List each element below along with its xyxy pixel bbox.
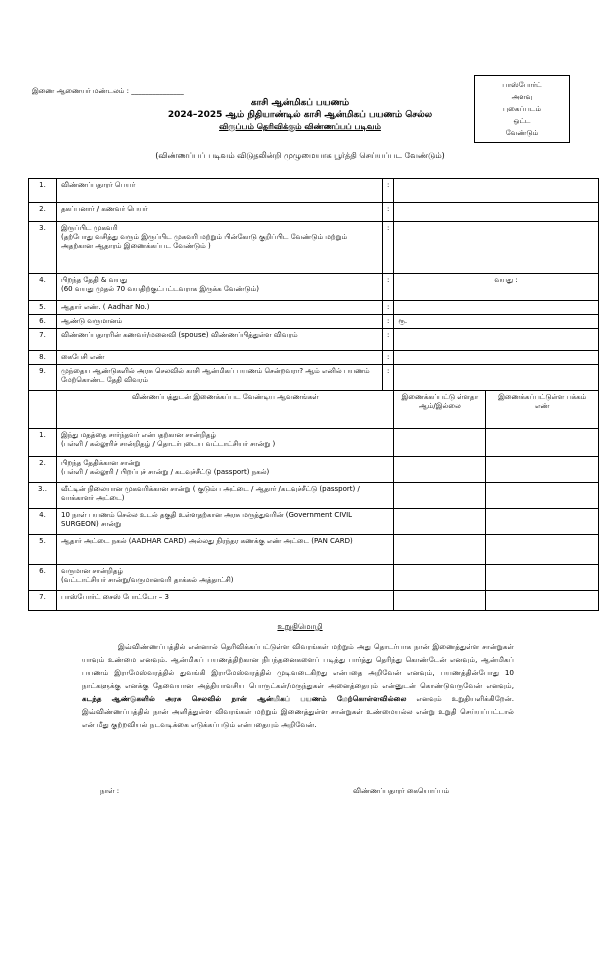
row-colon: :	[383, 365, 394, 391]
application-form-table	[28, 178, 599, 611]
row-colon: :	[383, 179, 394, 203]
row-label: பாஸ்போர்ட் சைஸ் போட்டோ – 3	[57, 591, 394, 611]
photo-box	[474, 75, 570, 143]
row-number: 4.	[29, 509, 57, 535]
row-number: 5.	[29, 301, 57, 315]
declaration-text	[82, 640, 514, 731]
applicant-row	[29, 274, 599, 301]
row-number: 8.	[29, 351, 57, 365]
attached-field[interactable]	[394, 591, 486, 611]
applicant-row	[29, 351, 599, 365]
title-line-2: 2024–2025 ஆம் நிதியாண்டில் காசி ஆன்மிகப் பயணம் செல்ல	[167, 110, 433, 120]
row-label: பிறந்த தேதிக்கான சான்று (பள்ளி / கல்லூரி / பிறப்புச் சான்று / கடவுச்சீட்டு (passport) நகல்)	[57, 457, 394, 483]
row-colon: :	[383, 203, 394, 222]
documents-header-spacer	[29, 391, 57, 429]
attached-field[interactable]	[394, 535, 486, 565]
row-number: 7.	[29, 329, 57, 351]
row-number: 1.	[29, 179, 57, 203]
office-label: இணை ஆணையர் மண்டலம் : _______________	[32, 87, 184, 95]
row-value-field[interactable]	[394, 179, 599, 203]
date-label: நாள் :	[100, 787, 120, 795]
row-number: 2.	[29, 203, 57, 222]
document-row	[29, 429, 599, 457]
applicant-row	[29, 365, 599, 391]
title-line-3: விருப்பம் தெரிவிக்கும் விண்ணப்பப் படிவம்	[219, 122, 381, 131]
document-row	[29, 509, 599, 535]
row-colon: :	[383, 315, 394, 329]
row-label: முந்தைய ஆண்டுகளில் அரசு செலவில் காசி ஆன்மிகப் பயணம் சென்றவரா? ஆம் எனில் பயணம் மேற்கொண்ட தேதி விவரம்	[57, 365, 383, 391]
applicant-row	[29, 315, 599, 329]
page-number-field[interactable]	[486, 565, 599, 591]
documents-header-attached: இணைக்கப்பட்டு ள்ளதா ஆம்/இல்லை	[394, 391, 486, 429]
row-value-field[interactable]: ரூ.	[394, 315, 599, 329]
document-row	[29, 483, 599, 509]
row-label: பிறந்த தேதி & வயது (60 வயது முதல் 70 வயதிற்குட்பட்டவராக இருக்க வேண்டும்)	[57, 274, 383, 301]
row-colon: :	[383, 351, 394, 365]
title-line-1: காசி ஆன்மிகப் பயணம்	[250, 98, 350, 108]
row-number: 1.	[29, 429, 57, 457]
row-value-field[interactable]	[394, 365, 599, 391]
row-number: 5.	[29, 535, 57, 565]
page-number-field[interactable]	[486, 535, 599, 565]
applicant-row	[29, 329, 599, 351]
attached-field[interactable]	[394, 509, 486, 535]
applicant-row	[29, 179, 599, 203]
applicant-row	[29, 203, 599, 222]
attached-field[interactable]	[394, 483, 486, 509]
document-row	[29, 535, 599, 565]
row-label: ஆண்டு வருமானம்	[57, 315, 383, 329]
photo-box-line: அளவு	[511, 93, 533, 101]
row-number: 2.	[29, 457, 57, 483]
row-number: 6.	[29, 315, 57, 329]
attached-field[interactable]	[394, 429, 486, 457]
row-number: 6.	[29, 565, 57, 591]
applicant-row	[29, 222, 599, 274]
row-label: 10 நாள் பயணம் செல்ல உடல் தகுதி உள்ளதற்கான அரசு மருத்துவரின் (Government CIVIL SURGEON) சான்று	[57, 509, 394, 535]
photo-box-line: புகைப்படம்	[503, 105, 541, 113]
row-value-field[interactable]	[394, 203, 599, 222]
page-number-field[interactable]	[486, 483, 599, 509]
row-value-field[interactable]	[394, 329, 599, 351]
applicant-row	[29, 301, 599, 315]
attached-field[interactable]	[394, 457, 486, 483]
documents-header-page: இணைக்கப்பட்டுள்ள பக்கம் எண்	[486, 391, 599, 429]
row-number: 4.	[29, 274, 57, 301]
row-number: 9.	[29, 365, 57, 391]
page-number-field[interactable]	[486, 429, 599, 457]
row-value-field[interactable]	[394, 351, 599, 365]
row-value-field[interactable]: வயது :	[394, 274, 599, 301]
documents-header-label: விண்ணப்பத்துடன் இணைக்கப்பட வேண்டிய ஆவணங்கள்	[57, 391, 394, 429]
row-label: ஆதார் அட்டை நகல் (AADHAR CARD) அல்லது நிரந்தர கணக்கு எண் அட்டை (PAN CARD)	[57, 535, 394, 565]
row-colon: :	[383, 274, 394, 301]
attached-field[interactable]	[394, 565, 486, 591]
row-label: கைபேசி எண்	[57, 351, 383, 365]
signature-label: விண்ணப்பதாரர் கையொப்பம்	[353, 787, 450, 795]
row-value-field[interactable]	[394, 222, 599, 274]
declaration-heading: உறுதிமொழி	[277, 622, 323, 631]
row-label: இருப்பிட முகவரி (தற்போது வசித்து வரும் இருப்பிட முகவரி மற்றும் பின்கோடு குறிப்பிட வேண்டும் மற்றும் அதற்கான ஆதாரம் இணைக்கப்பட வேண்டும் )	[57, 222, 383, 274]
row-label: ஆதார் எண். ( Aadhar No.)	[57, 301, 383, 315]
row-value-field[interactable]	[394, 301, 599, 315]
row-label: இந்து மதத்தை சார்ந்தவர் என்பதற்கான சான்றிதழ் (பள்ளி / கல்லூரிச் சான்றிதழ் / தொடர்புடைய வட்டாட்சியர் சான்று )	[57, 429, 394, 457]
row-colon: :	[383, 301, 394, 315]
declaration-part-2: எனவும் உறுதியளிக்கிறேன். இவ்விண்ணப்பத்தில் நான் அளித்துள்ள விவரங்கள் மற்றும் இணைத்துள்ள சான்றுகள் உண்மையல்ல என்று உறுதி செய்யப்பட்டால் என் மீது குற்றவியல் நடவடிக்கை எடுக்கப்படும் என்பதையும் அறிவேன்.	[82, 694, 515, 729]
declaration-part-1: இவ்விண்ணப்பத்தில் என்னால் தெரிவிக்கப்பட்டுள்ள விவரங்கள் மற்றும் அது தொடர்பாக நான் இணைத்துள்ள சான்றுகள் யாவும் உண்மை எனவும். ஆன்மிகப் பயணத்திற்கான நிபந்தனைகளைப் படித்து பார்த்து தெரிந்து கொண்டேன் எனவும், ஆன்மிகப் பயணம் இராமேஸ்வரத்தில் துவங்கி இராமேஸ்வரத்தில் முடிவடைகிறது என்பதை அறிவேன் எனவும், பயணத்தின்போது 10 நாட்களுக்கு எனக்கு தேவையான அத்தியாவசிய பொருட்கள்/மருந்துகள் அனைத்தையும் என்னுடன் கொண்டுவருவேன் எனவும்,	[82, 642, 514, 690]
document-row	[29, 591, 599, 611]
row-label: விண்ணப்பதாரரின் கணவர்/மனைவி (spouse) விண்ணப்பித்துள்ள விவரம்	[57, 329, 383, 351]
page-number-field[interactable]	[486, 509, 599, 535]
row-number: 7.	[29, 591, 57, 611]
instruction: (விண்ணப்பப் படிவம் விடுதலின்றி முழுமையாக பூர்த்தி செய்யப்பட வேண்டும்)	[155, 151, 445, 160]
document-row	[29, 565, 599, 591]
declaration-bold: கடந்த ஆண்டுகளில் அரசு செலவில் நான் ஆன்மிகப் பயணம் மேற்கொள்ளவில்லை	[82, 694, 407, 703]
row-colon: :	[383, 329, 394, 351]
document-row	[29, 457, 599, 483]
page-number-field[interactable]	[486, 591, 599, 611]
row-label: வருமான சான்றிதழ் (வட்டாட்சியர் சான்று/வருமானவரி தாக்கல் அத்தாட்சி)	[57, 565, 394, 591]
row-label: தகப்பனார் / கணவர் பெயர்	[57, 203, 383, 222]
row-label: விண்ணப்பதாரர் பெயர்	[57, 179, 383, 203]
row-colon: :	[383, 222, 394, 274]
row-label: வீட்டின் நிலையான முகவரிக்கான சான்று ( குடும்ப அட்டை / ஆதார் /கடவுச்சீட்டு (passport) / வாக்காளர் அட்டை)	[57, 483, 394, 509]
photo-box-line: பாஸ்போர்ட்	[502, 81, 542, 89]
photo-box-line: வேண்டும்	[505, 129, 539, 137]
documents-header-row	[29, 391, 599, 429]
row-number: 3.	[29, 222, 57, 274]
photo-box-line: ஒட்ட	[513, 117, 531, 125]
page-number-field[interactable]	[486, 457, 599, 483]
row-number: 3..	[29, 483, 57, 509]
